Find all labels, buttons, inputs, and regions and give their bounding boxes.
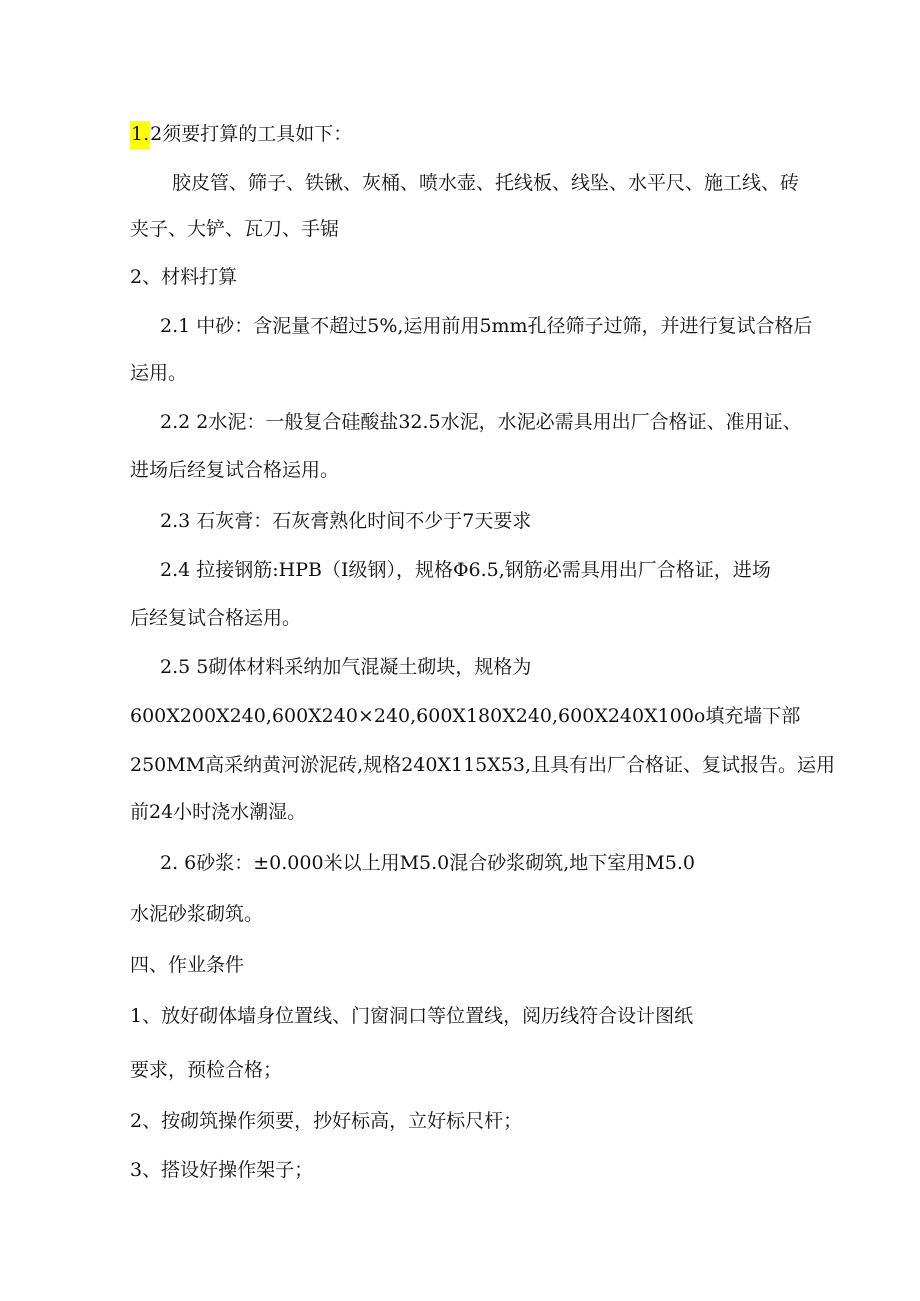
paragraph-line: 2.5 5砌体材料采纳加气混凝土砌块，规格为	[160, 656, 532, 678]
paragraph-line: 2.4 拉接钢筋:HPB（I级钢），规格Φ6.5,钢筋必需具用出厂合格证，进场	[160, 559, 771, 581]
paragraph-line: 运用。	[130, 362, 188, 384]
section-heading-materials: 2、材料打算	[130, 266, 238, 288]
paragraph-line: 夹子、大铲、瓦刀、手锯	[130, 218, 340, 240]
paragraph-line: 250MM高采纳黄河淤泥砖,规格240X115X53,且具有出厂合格证、复试报告。运用	[130, 754, 836, 776]
paragraph-line: 进场后经复试合格运用。	[130, 459, 340, 481]
heading-text: 2须要打算的工具如下：	[150, 123, 353, 145]
section-heading-tools	[130, 121, 352, 149]
paragraph-line: 后经复试合格运用。	[130, 607, 302, 629]
paragraph-line: 600X200X240,600X240×240,600X180X240,600X240X100o填充墙下部	[130, 705, 801, 727]
paragraph-line: 2. 6砂浆：±0.000米以上用M5.0混合砂浆砌筑,地下室用M5.0	[160, 852, 695, 874]
section-heading-conditions: 四、作业条件	[130, 954, 245, 976]
list-item: 3、搭设好操作架子；	[130, 1159, 314, 1181]
paragraph-line: 2.3 石灰膏：石灰膏熟化时间不少于7天要求	[160, 510, 532, 532]
paragraph-line: 胶皮管、筛子、铁锹、灰桶、喷水壶、托线板、线坠、水平尺、施工线、砖	[172, 172, 800, 194]
paragraph-line: 2.2 2水泥：一般复合硅酸盐32.5水泥，水泥必需具用出厂合格证、准用证、	[160, 411, 802, 433]
highlighted-number: 1.	[130, 121, 150, 149]
paragraph-line: 前24小时浇水潮湿。	[130, 801, 307, 823]
paragraph-line: 水泥砂浆砌筑。	[130, 903, 264, 925]
paragraph-line: 2.1 中砂：含泥量不超过5%,运用前用5mm孔径筛子过筛，并进行复试合格后	[160, 315, 813, 337]
list-item: 1、放好砌体墙身位置线、门窗洞口等位置线，阅历线符合设计图纸	[130, 1005, 694, 1027]
paragraph-line: 要求，预检合格；	[130, 1059, 283, 1081]
list-item: 2、按砌筑操作须要，抄好标高，立好标尺杆；	[130, 1110, 523, 1132]
